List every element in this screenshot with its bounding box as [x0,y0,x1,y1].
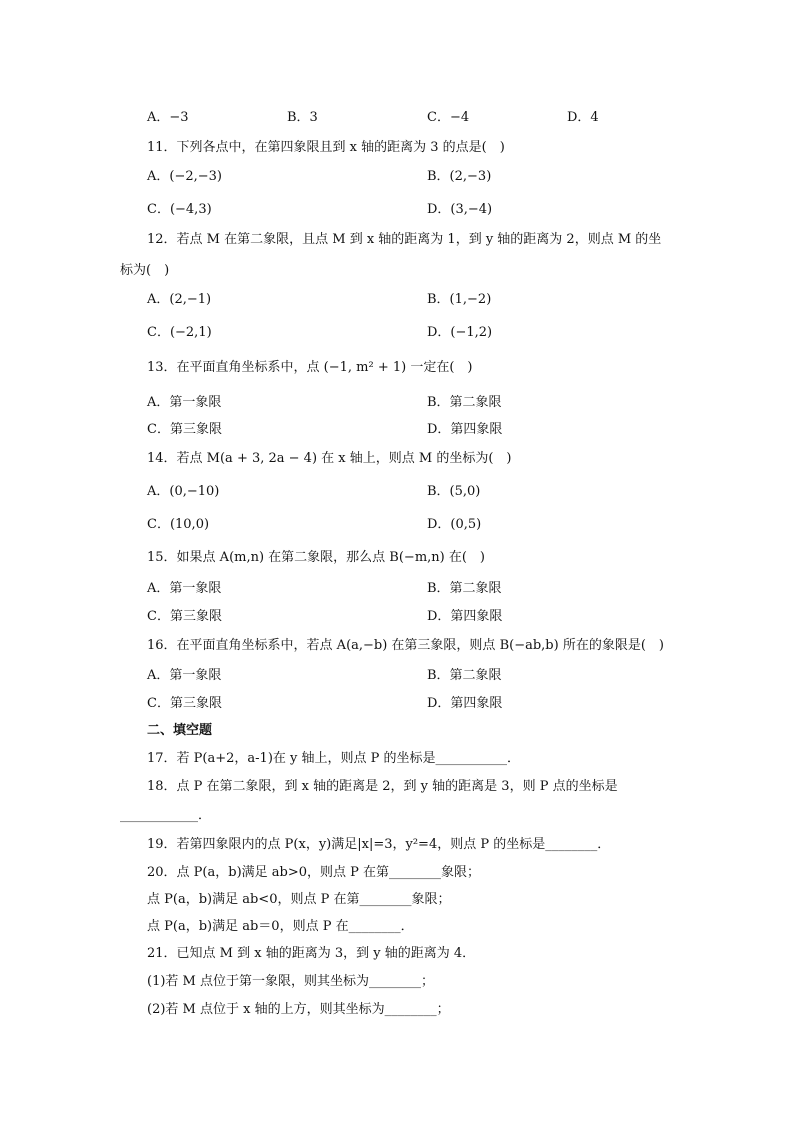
q14-option-b: B．(5,0) [427,484,481,499]
q13-option-d: D．第四象限 [427,422,503,437]
question-20-part-2: 点 P(a，b)满足 ab<0，则点 P 在第________象限； [147,892,451,907]
q10-option-b: B．3 [287,110,318,125]
q11-option-a: A．(−2,−3) [147,169,222,184]
q14-option-c: C．(10,0) [147,517,210,532]
q13-option-a: A．第一象限 [147,395,222,410]
q10-option-c: C．−4 [427,110,470,125]
question-11-stem: 11．下列各点中，在第四象限且到 x 轴的距离为 3 的点是( ) [147,140,505,155]
question-19: 19．若第四象限内的点 P(x，y)满足|x|=3，y²=4，则点 P 的坐标是________． [147,837,611,852]
question-18: 18．点 P 在第二象限，到 x 轴的距离是 2，到 y 轴的距离是 3，则 P 点的坐标是 [147,779,618,794]
question-15-stem: 15．如果点 A(m,n) 在第二象限，那么点 B(−m,n) 在( ) [147,550,486,565]
q15-option-d: D．第四象限 [427,609,503,624]
question-18-cont: ____________． [120,808,212,823]
q16-option-c: C．第三象限 [147,696,222,711]
question-12-stem-cont: 标为( ) [120,263,170,278]
q12-option-a: A．(2,−1) [147,292,212,307]
q14-option-d: D．(0,5) [427,517,482,532]
q16-option-a: A．第一象限 [147,668,222,683]
q14-option-a: A．(0,−10) [147,484,220,499]
q16-option-b: B．第二象限 [427,668,502,683]
q13-option-c: C．第三象限 [147,422,222,437]
q12-option-d: D．(−1,2) [427,325,493,340]
q13-option-b: B．第二象限 [427,395,502,410]
question-12-stem: 12．若点 M 在第二象限，且点 M 到 x 轴的距离为 1，到 y 轴的距离为 2，则点 M 的坐 [147,232,662,247]
q11-option-d: D．(3,−4) [427,202,493,217]
q12-option-c: C．(−2,1) [147,325,212,340]
question-13-stem: 13．在平面直角坐标系中，点 (−1, m² + 1) 一定在( ) [147,360,473,375]
question-14-stem: 14．若点 M(a + 3, 2a − 4) 在 x 轴上，则点 M 的坐标为( ) [147,451,512,466]
q11-option-c: C．(−4,3) [147,202,212,217]
section-title-fill-in: 二、填空题 [147,723,213,738]
question-21-part-2: (2)若 M 点位于 x 轴的上方，则其坐标为________； [147,1002,450,1017]
question-21-stem: 21．已知点 M 到 x 轴的距离为 3，到 y 轴的距离为 4． [147,946,476,961]
q15-option-b: B．第二象限 [427,581,502,596]
q11-option-b: B．(2,−3) [427,169,492,184]
q15-option-c: C．第三象限 [147,609,222,624]
q12-option-b: B．(1,−2) [427,292,492,307]
question-20-part-3: 点 P(a，b)满足 ab＝0，则点 P 在________． [147,919,414,934]
question-21-part-1: (1)若 M 点位于第一象限，则其坐标为________； [147,974,434,989]
q10-option-d: D．4 [567,110,599,125]
question-16-stem: 16．在平面直角坐标系中，若点 A(a,−b) 在第三象限，则点 B(−ab,b) 所在的象限是( ) [147,638,664,653]
q10-option-a: A．−3 [147,110,189,125]
question-20-part-1: 20．点 P(a，b)满足 ab>0，则点 P 在第________象限； [147,865,481,880]
q15-option-a: A．第一象限 [147,581,222,596]
question-17: 17．若 P(a+2，a-1)在 y 轴上，则点 P 的坐标是___________． [147,751,521,766]
q16-option-d: D．第四象限 [427,696,503,711]
